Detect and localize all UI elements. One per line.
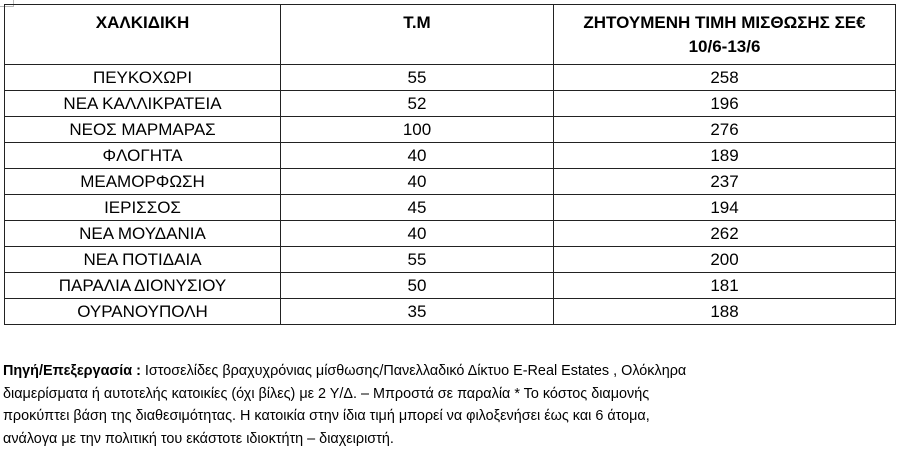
cell-price: 189 — [554, 143, 896, 169]
header-size: Τ.Μ — [281, 5, 554, 65]
cell-size: 45 — [281, 195, 554, 221]
footnote-line-3: προκύπτει βάση της διαθεσιμότητας. Η κατοικία στην ίδια τιμή μπορεί να φιλοξενήσει έως και 6 άτομα, — [3, 408, 650, 424]
cell-price: 237 — [554, 169, 896, 195]
cell-region: ΟΥΡΑΝΟΥΠΟΛΗ — [5, 299, 281, 325]
cell-region: ΠΕΥΚΟΧΩΡΙ — [5, 65, 281, 91]
cell-price: 196 — [554, 91, 896, 117]
table-row — [5, 117, 896, 143]
source-footnote — [3, 360, 893, 450]
footnote-line-2: διαμερίσματα ή αυτοτελής κατοικίες (όχι βίλες) με 2 Υ/Δ. – Μπροστά σε παραλία * Το κόστος διαμονής — [3, 385, 650, 402]
cell-price: 181 — [554, 273, 896, 299]
cell-size: 40 — [281, 143, 554, 169]
table-row — [5, 273, 896, 299]
footnote-label: Πηγή/Επεξεργασία : — [3, 363, 141, 379]
header-row — [5, 5, 896, 65]
cell-region: ΠΑΡΑΛΙΑ ΔΙΟΝΥΣΙΟΥ — [5, 273, 281, 299]
table-row — [5, 91, 896, 117]
cell-region: ΝΕΑ ΠΟΤΙΔΑΙΑ — [5, 247, 281, 273]
cell-region: ΝΕΟΣ ΜΑΡΜΑΡΑΣ — [5, 117, 281, 143]
footnote-line-1: Ιστοσελίδες βραχυχρόνιας μίσθωσης/Πανελλαδικό Δίκτυο E-Real Estates , Ολόκληρα — [144, 363, 687, 379]
table-row — [5, 65, 896, 91]
cell-size: 55 — [281, 65, 554, 91]
cell-price: 262 — [554, 221, 896, 247]
cell-region: ΦΛΟΓΗΤΑ — [5, 143, 281, 169]
table-body — [5, 65, 896, 325]
table-row — [5, 169, 896, 195]
cell-size: 55 — [281, 247, 554, 273]
header-region: ΧΑΛΚΙΔΙΚΗ — [5, 5, 281, 65]
cell-size: 40 — [281, 221, 554, 247]
table-row — [5, 143, 896, 169]
cell-size: 100 — [281, 117, 554, 143]
table-row — [5, 195, 896, 221]
cell-region: ΝΕΑ ΜΟΥΔΑΝΙΑ — [5, 221, 281, 247]
cell-price: 194 — [554, 195, 896, 221]
cell-region: ΝΕΑ ΚΑΛΛΙΚΡΑΤΕΙΑ — [5, 91, 281, 117]
table-row — [5, 247, 896, 273]
cell-price: 276 — [554, 117, 896, 143]
cell-price: 258 — [554, 65, 896, 91]
cell-price: 200 — [554, 247, 896, 273]
cell-size: 40 — [281, 169, 554, 195]
cell-size: 35 — [281, 299, 554, 325]
rental-price-table — [4, 4, 896, 325]
header-price-dates: 10/6-13/6 — [688, 37, 761, 56]
cell-size: 50 — [281, 273, 554, 299]
header-price — [554, 5, 896, 65]
table-row — [5, 221, 896, 247]
cell-size: 52 — [281, 91, 554, 117]
table-row — [5, 299, 896, 325]
cell-region: ΜΕΑΜΟΡΦΩΣΗ — [5, 169, 281, 195]
cell-price: 188 — [554, 299, 896, 325]
footnote-line-4: ανάλογα με την πολιτική του εκάστοτε ιδιοκτήτη – διαχειριστή. — [3, 430, 394, 447]
table-header — [5, 5, 896, 65]
header-price-title: ΖΗΤΟΥΜΕΝΗ ΤΙΜΗ ΜΙΣΘΩΣΗΣ ΣΕ€ — [583, 13, 866, 32]
cell-region: ΙΕΡΙΣΣΟΣ — [5, 195, 281, 221]
